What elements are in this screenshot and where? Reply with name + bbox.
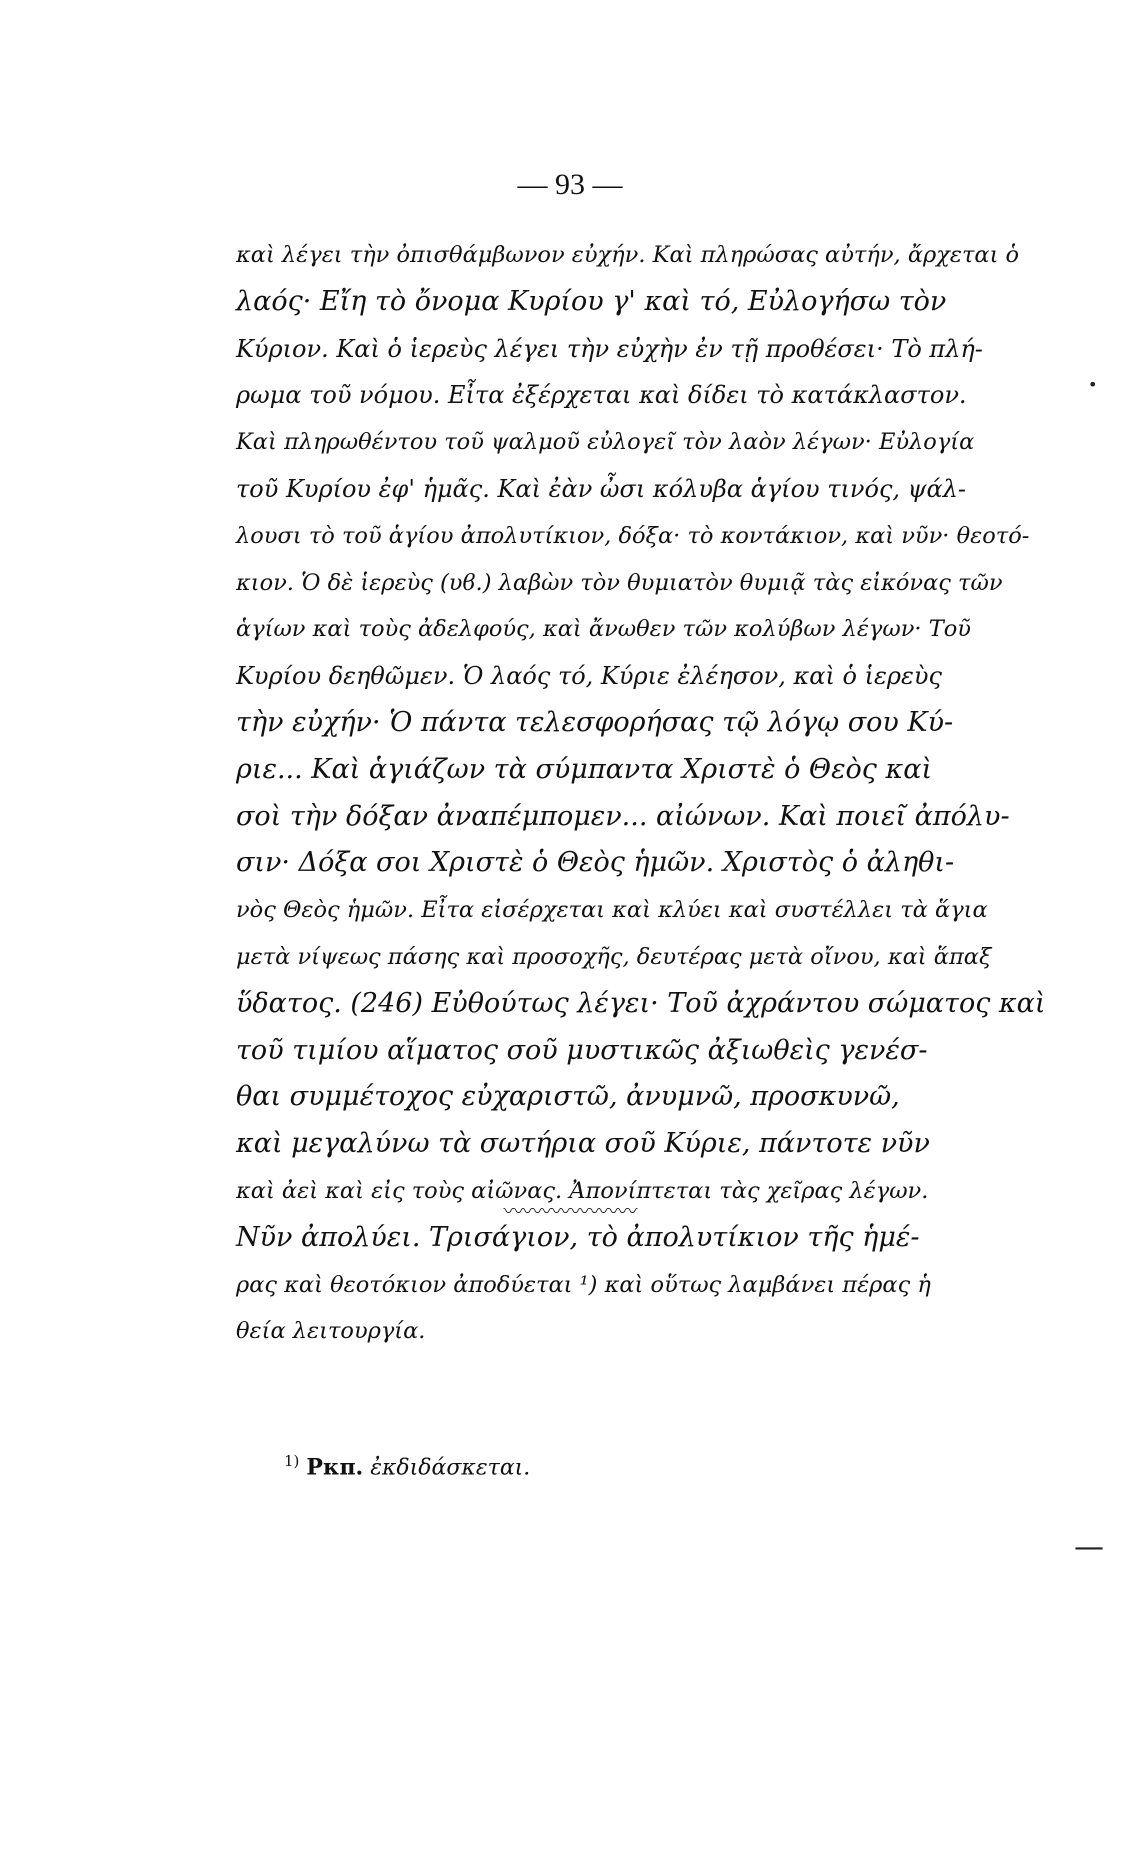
- ornament-divider: 〰〰〰〰〰〰〰: [503, 1199, 637, 1223]
- text-line: ἁγίων καὶ τοὺς ἀδελφούς, καὶ ἄνωθεν τῶν κολύβων λέγων· Τοῦ: [236, 616, 971, 643]
- text-line: Κυρίου δεηθῶμεν. Ὁ λαός τό, Κύριε ἐλέησον, καὶ ὁ ἱερεὺς: [236, 662, 942, 691]
- text-body: [236, 232, 1046, 1355]
- text-line: σιν· Δόξα σοι Χριστὲ ὁ Θεὸς ἡμῶν. Χριστὸς ὁ ἀληθι-: [236, 847, 955, 879]
- text-line: ρωμα τοῦ νόμου. Εἶτα ἐξέρχεται καὶ δίδει τὸ κατάκλαστον.: [236, 381, 967, 410]
- text-line: Κύριον. Καὶ ὁ ἱερεὺς λέγει τὴν εὐχὴν ἐν τῇ προθέσει· Τὸ πλή-: [236, 334, 983, 363]
- margin-dot-mark: •: [1088, 375, 1098, 394]
- text-line: ὕδατος. (246) Εὐθούτως λέγει· Τοῦ ἀχράντου σώματος καὶ: [236, 987, 1046, 1019]
- text-line: καὶ μεγαλύνω τὰ σωτήρια σοῦ Κύριε, πάντοτε νῦν: [236, 1128, 930, 1160]
- text-line: Καὶ πληρωθέντου τοῦ ψαλμοῦ εὐλογεῖ τὸν λαὸν λέγων· Εὐλογία: [236, 429, 975, 456]
- margin-dash-mark: —: [1074, 1530, 1104, 1565]
- text-line: καὶ λέγει τὴν ὀπισθάμβωνον εὐχήν. Καὶ πληρώσας αὐτήν, ἄρχεται ὁ: [236, 242, 1020, 268]
- footnote-text: ἐκδιδάσκεται.: [370, 1455, 531, 1481]
- footnote-mark: 1): [284, 1452, 300, 1470]
- text-line: σοὶ τὴν δόξαν ἀναπέμπομεν... αἰώνων. Καὶ ποιεῖ ἀπόλυ-: [236, 800, 1010, 832]
- text-line: καὶ ἀεὶ καὶ εἰς τοὺς αἰῶνας. Ἀπονίπτεται τὰς χεῖρας λέγων.: [236, 1177, 929, 1204]
- footnote-abbreviation: Pκπ.: [306, 1454, 364, 1481]
- page-number: — 93 —: [517, 168, 623, 201]
- text-line: λουσι τὸ τοῦ ἁγίου ἀπολυτίκιον, δόξα· τὸ κοντάκιον, καὶ νῦν· θεοτό-: [236, 522, 1030, 549]
- text-line: τοῦ Κυρίου ἐφ' ἡμᾶς. Καὶ ἐὰν ὦσι κόλυβα ἁγίου τινός, ψάλ-: [236, 474, 967, 503]
- text-line: τὴν εὐχήν· Ὁ πάντα τελεσφορήσας τῷ λόγῳ σου Κύ-: [236, 706, 954, 738]
- text-line: θαι συμμέτοχος εὐχαριστῶ, ἀνυμνῶ, προσκυνῶ,: [236, 1081, 900, 1113]
- text-line: θεία λειτουργία.: [236, 1318, 426, 1345]
- text-line: Νῦν ἀπολύει. Τρισάγιον, τὸ ἀπολυτίκιον τῆς ἡμέ-: [236, 1221, 920, 1253]
- text-line: τοῦ τιμίου αἵματος σοῦ μυστικῶς ἀξιωθεὶς γενέσ-: [236, 1034, 928, 1066]
- text-line: νὸς Θεὸς ἡμῶν. Εἶτα εἰσέρχεται καὶ κλύει καὶ συστέλλει τὰ ἅγια: [236, 897, 988, 924]
- text-line: μετὰ νίψεως πάσης καὶ προσοχῆς, δευτέρας μετὰ οἴνου, καὶ ἅπαξ: [236, 943, 992, 970]
- text-line: λαός· Εἴη τὸ ὄνομα Κυρίου γ' καὶ τό, Εὐλογήσω τὸν: [236, 285, 947, 317]
- text-line: ρας καὶ θεοτόκιον ἀποδύεται ¹) καὶ οὕτως λαμβάνει πέρας ἡ: [236, 1271, 931, 1298]
- footnote: [284, 1452, 530, 1480]
- text-line: κιον. Ὁ δὲ ἱερεὺς (υϐ.) λαβὼν τὸν θυμιατὸν θυμιᾷ τὰς εἰκόνας τῶν: [236, 569, 1003, 596]
- text-line: ριε... Καὶ ἁγιάζων τὰ σύμπαντα Χριστὲ ὁ Θεὸς καὶ: [236, 753, 933, 785]
